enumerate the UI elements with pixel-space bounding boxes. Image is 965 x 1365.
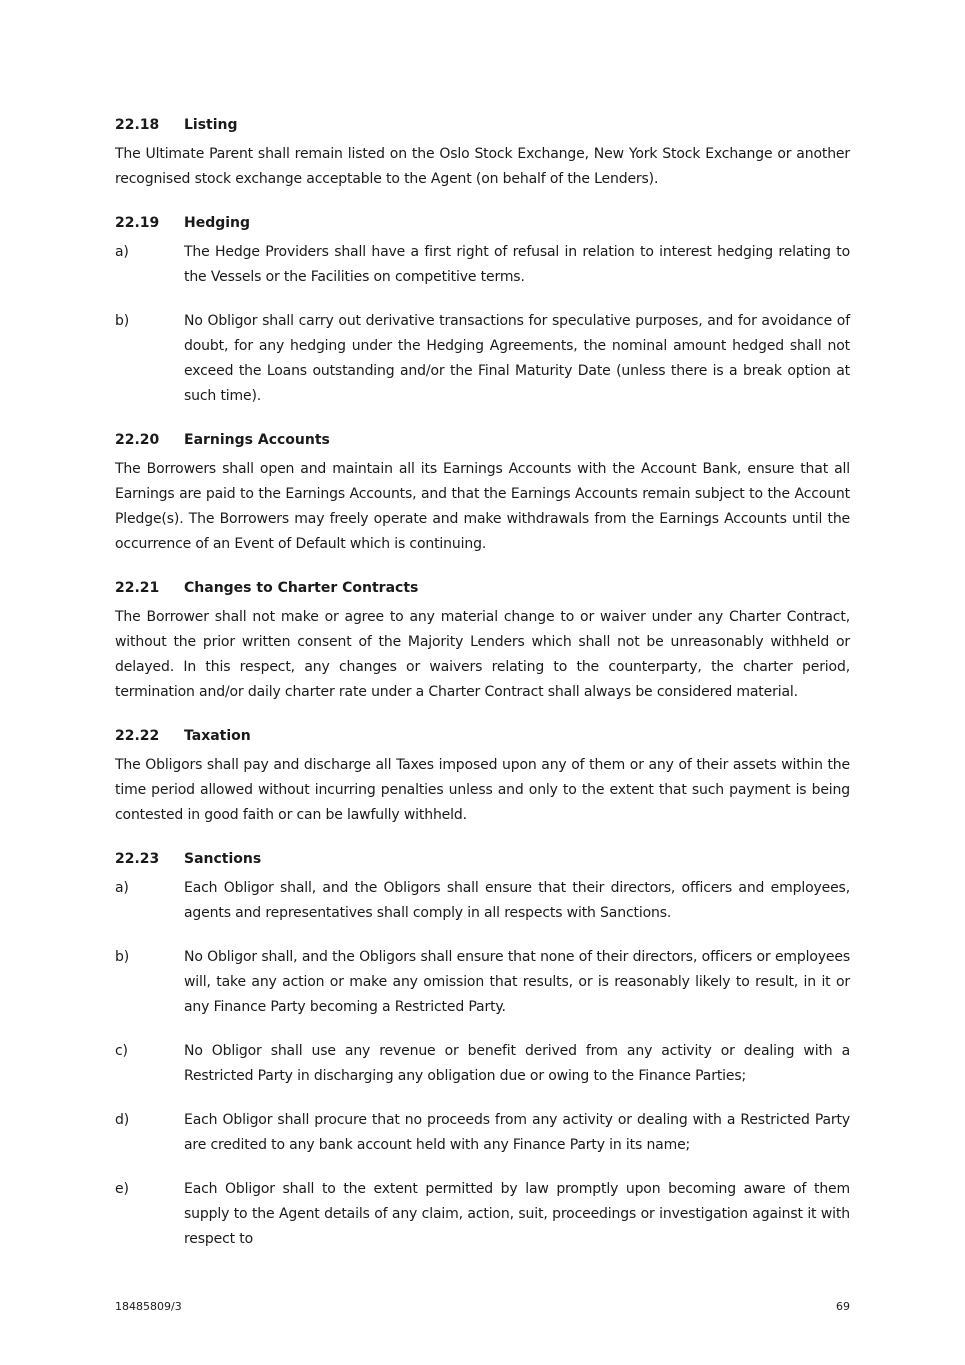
section-number: 22.18 (115, 117, 160, 133)
section-paragraph: The Ultimate Parent shall remain listed on the Oslo Stock Exchange, New York Stock Exchange or another recognised stock exchange acceptable to the Agent (on behalf of the Lenders). (115, 146, 850, 187)
page-number: 69 (836, 1300, 850, 1313)
list-item-text: No Obligor shall, and the Obligors shall ensure that none of their directors, officers or employees will, take any action or make any omission that results, or is reasonably likely to result, in it or any Finance Party becoming a Restricted Party. (184, 949, 850, 1015)
section-title: Changes to Charter Contracts (184, 580, 419, 596)
section-number: 22.23 (115, 851, 160, 867)
list-item-label: b) (115, 313, 130, 329)
list-item-label: e) (115, 1181, 129, 1197)
list-item (115, 945, 850, 1020)
section-paragraph: The Borrower shall not make or agree to any material change to or waiver under any Charter Contract, without the prior written consent of the Majority Lenders which shall not be unreasonably withheld or delayed. In this respect, any changes or waivers relating to the counterparty, the charter period, termination and/or daily charter rate under a Charter Contract shall always be considered material. (115, 609, 850, 700)
list-item-label: b) (115, 949, 130, 965)
list-item-text: The Hedge Providers shall have a first right of refusal in relation to interest hedging relating to the Vessels or the Facilities on competitive terms. (184, 244, 850, 285)
section-title: Hedging (184, 215, 251, 231)
list-item-text: No Obligor shall use any revenue or benefit derived from any activity or dealing with a Restricted Party in discharging any obligation due or owing to the Finance Parties; (184, 1043, 850, 1084)
section-number: 22.22 (115, 728, 160, 744)
section-number: 22.21 (115, 580, 160, 596)
list-item (115, 1039, 850, 1089)
section-heading (115, 211, 850, 235)
document-body (115, 113, 850, 1271)
list-item (115, 876, 850, 926)
section-heading (115, 576, 850, 600)
list-item-text: Each Obligor shall procure that no proceeds from any activity or dealing with a Restricted Party are credited to any bank account held with any Finance Party in its name; (184, 1112, 850, 1153)
section-title: Earnings Accounts (184, 432, 330, 448)
list-item (115, 1177, 850, 1252)
list-item-label: d) (115, 1112, 130, 1128)
list-item-text: Each Obligor shall to the extent permitted by law promptly upon becoming aware of them supply to the Agent details of any claim, action, suit, proceedings or investigation against it with respect to (184, 1181, 850, 1247)
list-item (115, 309, 850, 409)
list-item-label: c) (115, 1043, 128, 1059)
section-heading (115, 724, 850, 748)
section-number: 22.20 (115, 432, 160, 448)
list-item-text: No Obligor shall carry out derivative transactions for speculative purposes, and for avoidance of doubt, for any hedging under the Hedging Agreements, the nominal amount hedged shall not exceed the Loans outstanding and/or the Final Maturity Date (unless there is a break option at such time). (184, 313, 850, 404)
section-heading (115, 847, 850, 871)
list-item (115, 240, 850, 290)
list-item (115, 1108, 850, 1158)
section-paragraph: The Borrowers shall open and maintain all its Earnings Accounts with the Account Bank, ensure that all Earnings are paid to the Earnings Accounts, and that the Earnings Accounts remain subject to the Account Pledge(s). The Borrowers may freely operate and make withdrawals from the Earnings Accounts until the occurrence of an Event of Default which is continuing. (115, 461, 850, 552)
list-item-text: Each Obligor shall, and the Obligors shall ensure that their directors, officers and employees, agents and representatives shall comply in all respects with Sanctions. (184, 880, 850, 921)
list-item-label: a) (115, 244, 129, 260)
section-number: 22.19 (115, 215, 160, 231)
document-reference: 18485809/3 (115, 1300, 182, 1313)
list-item-label: a) (115, 880, 129, 896)
section-heading (115, 113, 850, 137)
section-paragraph: The Obligors shall pay and discharge all Taxes imposed upon any of them or any of their assets within the time period allowed without incurring penalties unless and only to the extent that such payment is being contested in good faith or can be lawfully withheld. (115, 757, 850, 823)
section-title: Sanctions (184, 851, 262, 867)
section-title: Taxation (184, 728, 251, 744)
section-heading (115, 428, 850, 452)
section-title: Listing (184, 117, 238, 133)
